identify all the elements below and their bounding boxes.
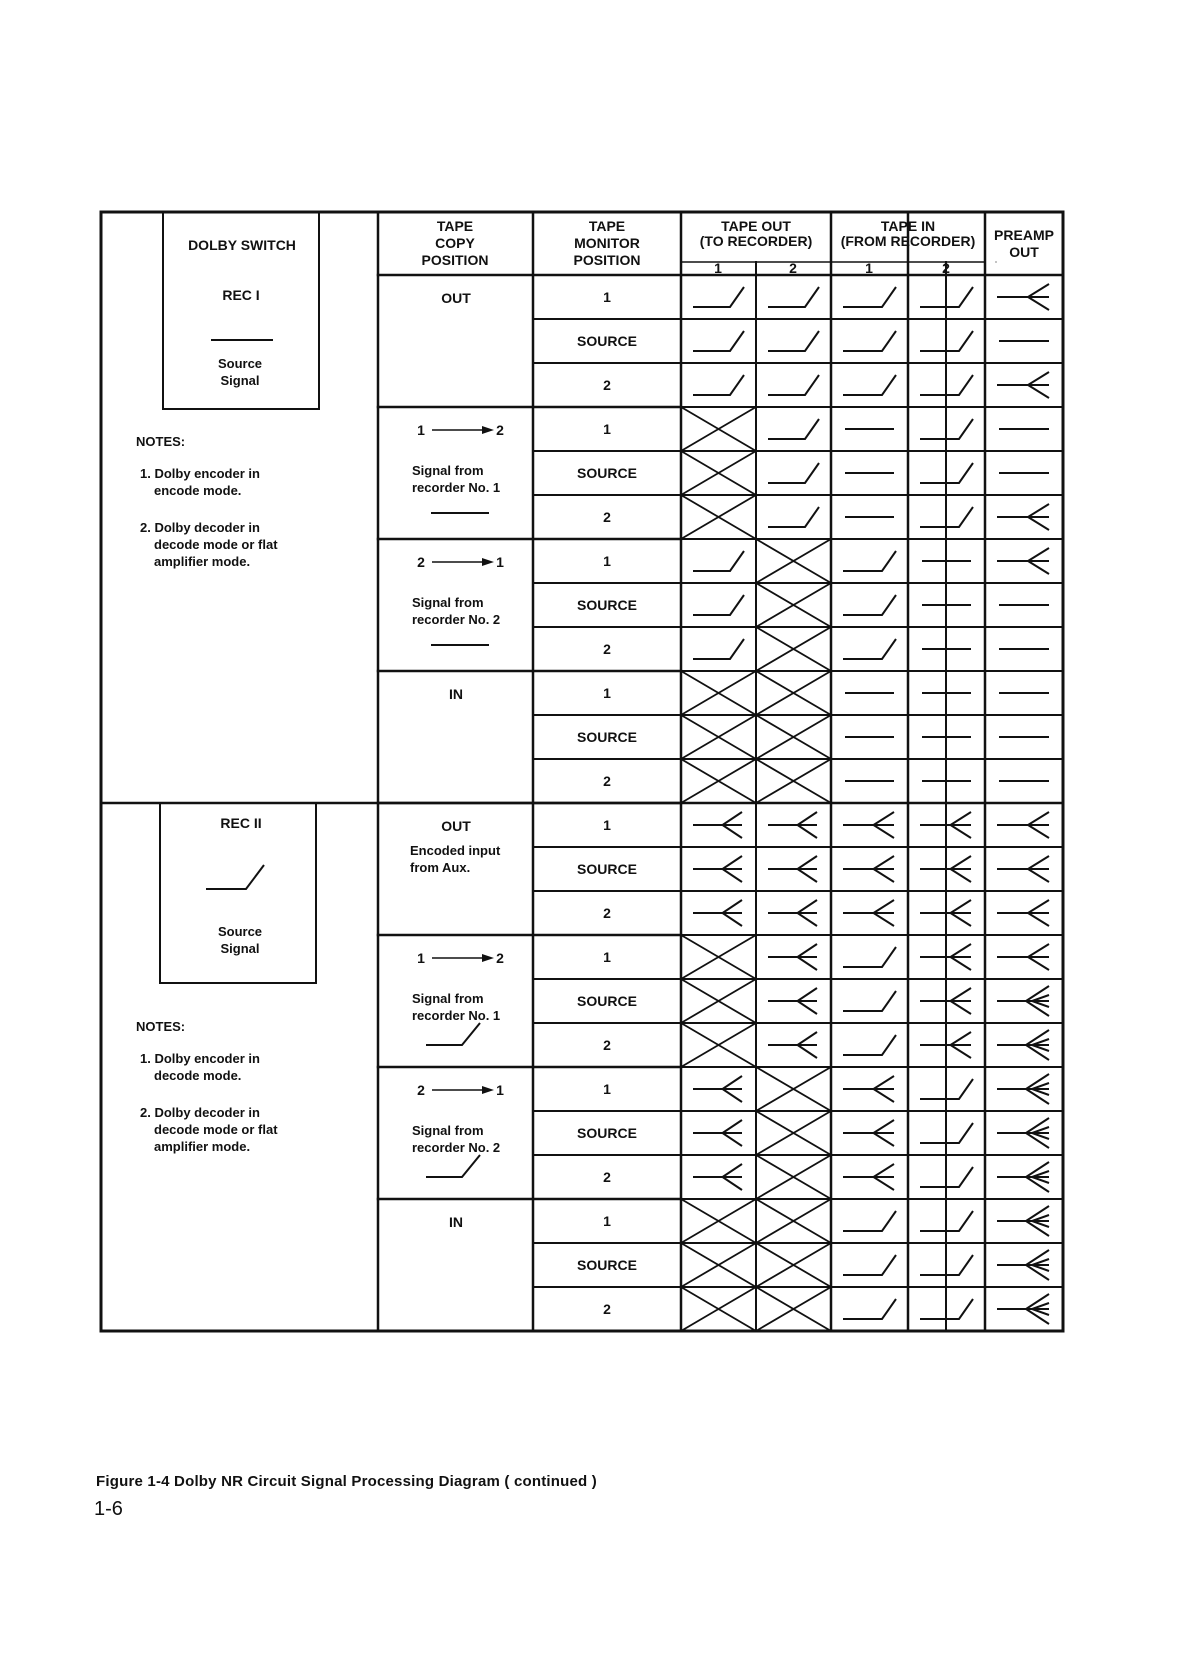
tape-copy-header: COPY	[435, 235, 475, 251]
ramp-symbol	[843, 1299, 896, 1319]
note-line: 2. Dolby decoder in	[140, 1105, 260, 1120]
fork-symbol	[693, 812, 742, 838]
cross-symbol	[681, 935, 756, 979]
fork-symbol	[768, 812, 817, 838]
note-line: encode mode.	[154, 483, 242, 498]
fork-symbol	[693, 856, 742, 882]
monitor-position: 1	[603, 289, 611, 305]
preamp-out-header: PREAMP	[994, 227, 1054, 243]
preamp-out-header: OUT	[1009, 244, 1039, 260]
fork-symbol	[997, 504, 1049, 530]
monitor-position: 2	[603, 1169, 611, 1185]
monitor-position: 1	[603, 817, 611, 833]
note-line: 1. Dolby encoder in	[140, 466, 260, 481]
cross-symbol	[681, 979, 756, 1023]
copy-arrow-head	[482, 1086, 494, 1094]
cross-symbol	[681, 1199, 756, 1243]
fork-symbol	[768, 988, 817, 1014]
fork3-symbol	[997, 1118, 1049, 1148]
copy-position-desc: recorder No. 2	[412, 1140, 501, 1155]
fork-symbol	[997, 372, 1049, 398]
fork-symbol	[997, 900, 1049, 926]
ramp-symbol	[843, 595, 896, 615]
copy-arrow-head	[482, 954, 494, 962]
fork3-symbol	[997, 1206, 1049, 1236]
ramp-symbol	[693, 639, 744, 659]
copy-ramp-symbol	[426, 1155, 480, 1177]
fork-symbol	[843, 1120, 894, 1146]
ramp-symbol	[843, 1211, 896, 1231]
ramp-symbol	[843, 947, 896, 967]
monitor-position: SOURCE	[577, 729, 637, 745]
switch-caption: Source	[217, 356, 263, 371]
tape-in-header: TAPE IN	[880, 218, 936, 234]
ramp-symbol	[693, 375, 744, 395]
cross-symbol	[681, 1023, 756, 1067]
cross-symbol	[681, 671, 756, 715]
ramp-symbol	[843, 1255, 896, 1275]
fork-symbol	[997, 944, 1049, 970]
copy-arrow-to: 1	[496, 1082, 504, 1098]
fork3-symbol	[997, 986, 1049, 1016]
monitor-position: 1	[603, 949, 611, 965]
copy-arrow-from: 2	[417, 554, 425, 570]
ramp-symbol	[843, 375, 896, 395]
copy-arrow-to: 2	[496, 950, 504, 966]
copy-position-desc: from Aux.	[410, 860, 471, 875]
fork3-symbol	[997, 1294, 1049, 1324]
cross-symbol	[681, 1287, 756, 1331]
cross-symbol	[681, 451, 756, 495]
copy-position-desc: Signal from	[412, 991, 484, 1006]
tape-subcolumn-number: 1	[865, 260, 873, 276]
fork-symbol	[997, 856, 1049, 882]
tape-monitor-header: POSITION	[573, 252, 641, 268]
cross-symbol	[756, 671, 831, 715]
ramp-symbol	[843, 1035, 896, 1055]
monitor-position: 1	[603, 1081, 611, 1097]
copy-arrow-from: 2	[417, 1082, 425, 1098]
page-number: 1-6	[94, 1498, 123, 1520]
ramp-symbol	[768, 331, 819, 351]
fork-symbol	[997, 812, 1049, 838]
ramp-symbol	[768, 463, 819, 483]
fork-symbol	[693, 1164, 742, 1190]
cross-symbol	[756, 1287, 831, 1331]
cross-symbol	[681, 759, 756, 803]
copy-arrow-from: 1	[417, 950, 425, 966]
tape-subcolumn-number: 1	[714, 260, 722, 276]
fork-symbol	[997, 284, 1049, 310]
cross-symbol	[756, 1243, 831, 1287]
cross-symbol	[681, 495, 756, 539]
fork-symbol	[843, 812, 894, 838]
copy-position-desc: Signal from	[412, 1123, 484, 1138]
monitor-position: SOURCE	[577, 993, 637, 1009]
ramp-symbol	[768, 419, 819, 439]
monitor-position: 2	[603, 905, 611, 921]
cross-symbol	[756, 759, 831, 803]
fork-symbol	[843, 856, 894, 882]
note-line: decode mode or flat	[154, 537, 278, 552]
copy-ramp-symbol	[426, 1023, 480, 1045]
notes-title: NOTES:	[136, 1019, 186, 1034]
tape-in-header: (FROM RECORDER)	[840, 233, 976, 249]
copy-position-desc: recorder No. 1	[412, 1008, 501, 1023]
copy-arrow-to: 2	[496, 422, 504, 438]
note-line: decode mode.	[154, 1068, 242, 1083]
ramp-symbol	[693, 595, 744, 615]
cross-symbol	[756, 627, 831, 671]
fork-symbol	[997, 548, 1049, 574]
switch-caption: Signal	[220, 941, 260, 956]
monitor-position: SOURCE	[577, 465, 637, 481]
tape-out-header: TAPE OUT	[721, 218, 791, 234]
monitor-position: SOURCE	[577, 1125, 637, 1141]
ramp-symbol	[693, 331, 744, 351]
monitor-position: 1	[603, 553, 611, 569]
monitor-position: SOURCE	[577, 861, 637, 877]
fork-symbol	[693, 1120, 742, 1146]
ramp-symbol	[843, 287, 896, 307]
cross-symbol	[756, 715, 831, 759]
monitor-position: 1	[603, 685, 611, 701]
fork3-symbol	[997, 1250, 1049, 1280]
ramp-symbol	[843, 551, 896, 571]
tape-monitor-header: MONITOR	[574, 235, 640, 251]
ramp-symbol	[768, 507, 819, 527]
fork-symbol	[768, 900, 817, 926]
switch-label: REC I	[222, 287, 260, 303]
tape-copy-header: POSITION	[421, 252, 489, 268]
copy-arrow-to: 1	[496, 554, 504, 570]
ramp-symbol	[693, 287, 744, 307]
cross-symbol	[681, 1243, 756, 1287]
fork-symbol	[843, 1076, 894, 1102]
cross-symbol	[756, 1155, 831, 1199]
monitor-position: 2	[603, 773, 611, 789]
tape-monitor-header: TAPE	[588, 218, 626, 234]
copy-position-desc: recorder No. 1	[412, 480, 501, 495]
note-line: decode mode or flat	[154, 1122, 278, 1137]
switch-caption: Signal	[220, 373, 260, 388]
cross-symbol	[756, 1067, 831, 1111]
ramp-symbol	[843, 991, 896, 1011]
copy-position-title: IN	[449, 1214, 463, 1230]
monitor-position: 2	[603, 377, 611, 393]
tape-subcolumn-number: 2	[789, 260, 797, 276]
note-line: amplifier mode.	[154, 1139, 251, 1154]
copy-arrow-head	[482, 558, 494, 566]
cross-symbol	[756, 1199, 831, 1243]
copy-position-desc: Signal from	[412, 595, 484, 610]
monitor-position: 1	[603, 421, 611, 437]
copy-position-title: OUT	[441, 290, 471, 306]
note-line: amplifier mode.	[154, 554, 251, 569]
monitor-position: 2	[603, 509, 611, 525]
fork-symbol	[693, 1076, 742, 1102]
monitor-position: 1	[603, 1213, 611, 1229]
tape-out-header: (TO RECORDER)	[699, 233, 813, 249]
cross-symbol	[681, 407, 756, 451]
copy-position-desc: recorder No. 2	[412, 612, 501, 627]
monitor-position: SOURCE	[577, 1257, 637, 1273]
copy-arrow-from: 1	[417, 422, 425, 438]
fork-symbol	[768, 1032, 817, 1058]
fork3-symbol	[997, 1074, 1049, 1104]
ramp-symbol	[843, 331, 896, 351]
monitor-position: SOURCE	[577, 333, 637, 349]
cross-symbol	[756, 539, 831, 583]
copy-position-desc: Encoded input	[410, 843, 501, 858]
ramp-symbol	[843, 639, 896, 659]
cross-symbol	[756, 583, 831, 627]
note-line: 1. Dolby encoder in	[140, 1051, 260, 1066]
switch-caption: Source	[217, 924, 263, 939]
note-line: 2. Dolby decoder in	[140, 520, 260, 535]
switch-label: REC II	[220, 815, 262, 831]
ramp-symbol	[768, 375, 819, 395]
cross-symbol	[681, 715, 756, 759]
fork-symbol	[768, 944, 817, 970]
fork-symbol	[768, 856, 817, 882]
cross-symbol	[756, 1111, 831, 1155]
fork-symbol	[843, 900, 894, 926]
dolby-switch-header: DOLBY SWITCH	[188, 237, 296, 253]
monitor-position: 2	[603, 1037, 611, 1053]
notes-title: NOTES:	[136, 434, 186, 449]
switch-ramp-symbol	[206, 865, 264, 889]
tape-copy-header: TAPE	[436, 218, 474, 234]
monitor-position: SOURCE	[577, 597, 637, 613]
fork-symbol	[693, 900, 742, 926]
ramp-symbol	[768, 287, 819, 307]
monitor-position: 2	[603, 641, 611, 657]
fork-symbol	[843, 1164, 894, 1190]
figure-caption: Figure 1-4 Dolby NR Circuit Signal Processing Diagram ( continued )	[96, 1473, 597, 1490]
copy-position-desc: Signal from	[412, 463, 484, 478]
copy-position-title: OUT	[441, 818, 471, 834]
copy-position-title: IN	[449, 686, 463, 702]
ramp-symbol	[693, 551, 744, 571]
fork3-symbol	[997, 1030, 1049, 1060]
monitor-position: 2	[603, 1301, 611, 1317]
fork3-symbol	[997, 1162, 1049, 1192]
copy-arrow-head	[482, 426, 494, 434]
tape-subcolumn-number: 2	[942, 260, 950, 276]
